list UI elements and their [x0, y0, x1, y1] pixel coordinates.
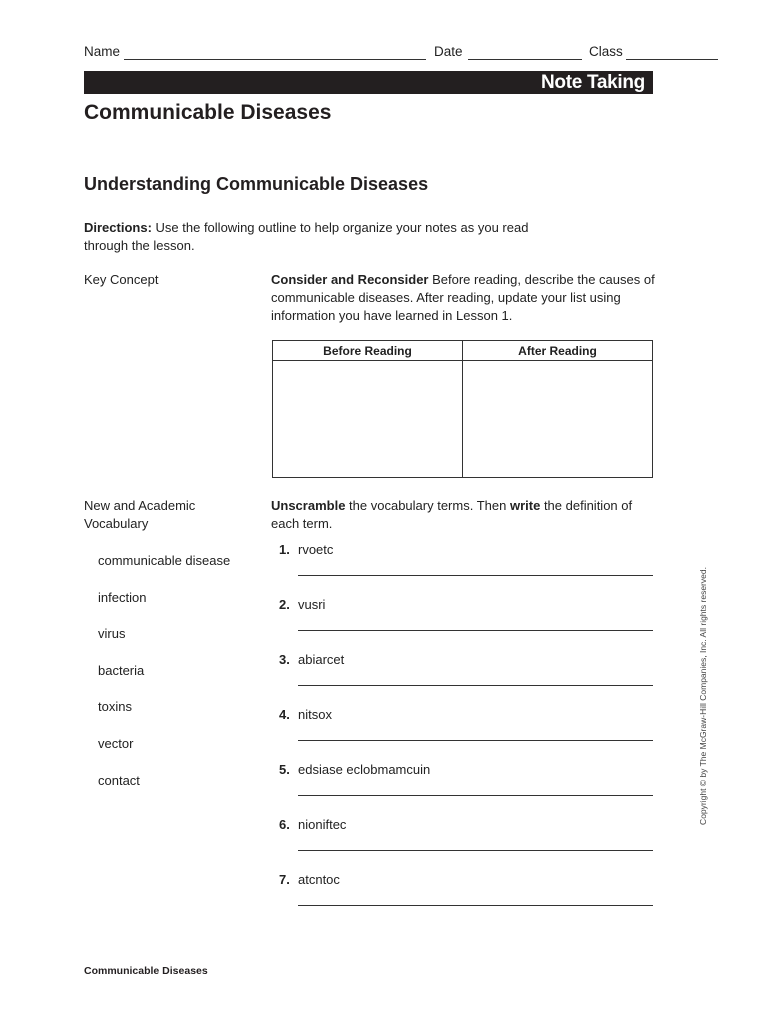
- vocabulary-term: vector: [98, 735, 134, 751]
- vocabulary-term: contact: [98, 772, 140, 788]
- vocabulary-term: communicable disease: [98, 553, 231, 568]
- write-label: write: [509, 498, 541, 513]
- key-concept-label: Key Concept: [84, 272, 159, 287]
- answer-line[interactable]: [298, 575, 653, 576]
- item-number: 6.: [279, 817, 290, 832]
- directions-label: Directions:: [84, 220, 152, 235]
- vocabulary-term: bacteria: [98, 662, 145, 678]
- scrambled-word: rvoetc: [298, 542, 334, 557]
- scrambled-word: nitsox: [298, 707, 332, 722]
- scrambled-word: edsiase eclobmamcuin: [298, 762, 431, 777]
- scrambled-item: [279, 817, 653, 857]
- directions: [84, 219, 544, 255]
- banner-label: Note Taking: [540, 72, 645, 93]
- after-reading-header: After Reading: [463, 341, 653, 361]
- before-after-table: [272, 340, 653, 478]
- date-field[interactable]: [468, 59, 582, 60]
- class-label: Class: [589, 44, 623, 59]
- before-reading-header: Before Reading: [273, 341, 463, 361]
- key-concept-text: Before reading, describe the causes of communicable diseases. After reading, update your list using information you have learned in Lesson 1.: [271, 272, 655, 323]
- scrambled-word: nioniftec: [298, 817, 347, 832]
- answer-line[interactable]: [298, 630, 653, 631]
- vocabulary-term-list: [98, 551, 230, 807]
- scrambled-word: atcntoc: [298, 872, 340, 887]
- before-reading-cell[interactable]: [273, 361, 463, 478]
- note-taking-banner: [84, 71, 653, 94]
- item-number: 1.: [279, 542, 290, 557]
- item-number: 5.: [279, 762, 290, 777]
- class-field[interactable]: [626, 59, 718, 60]
- consider-reconsider-label: Consider and Reconsider: [271, 272, 429, 287]
- vocabulary-instruction-mid: the vocabulary terms. Then: [349, 498, 507, 513]
- scrambled-item: [279, 707, 653, 747]
- answer-line[interactable]: [298, 685, 653, 686]
- name-label: Name: [84, 44, 121, 59]
- unscramble-label: Unscramble: [271, 498, 346, 513]
- footer-title: Communicable Diseases: [84, 965, 208, 977]
- directions-text: Use the following outline to help organize your notes as you read through the lesson.: [84, 220, 529, 253]
- scrambled-word: vusri: [298, 597, 326, 612]
- scrambled-item: [279, 872, 653, 912]
- vocabulary-instruction-end: the definition of each term.: [271, 498, 633, 531]
- item-number: 7.: [279, 872, 290, 887]
- item-number: 2.: [279, 597, 290, 612]
- key-concept-instruction: [271, 271, 656, 325]
- answer-line[interactable]: [298, 740, 653, 741]
- section-title: Understanding Communicable Diseases: [84, 174, 429, 194]
- student-info-row: [84, 44, 718, 62]
- copyright-notice: Copyright © by The McGraw-Hill Companies, Inc. All rights reserved.: [698, 567, 708, 825]
- answer-line[interactable]: [298, 850, 653, 851]
- scrambled-item: [279, 652, 653, 692]
- item-number: 4.: [279, 707, 290, 722]
- vocabulary-instruction: [271, 497, 656, 533]
- answer-line[interactable]: [298, 905, 653, 906]
- scrambled-item: [279, 542, 653, 582]
- vocabulary-term: virus: [98, 626, 126, 642]
- scrambled-item: [279, 762, 653, 802]
- answer-line[interactable]: [298, 795, 653, 796]
- vocabulary-term: infection: [98, 589, 147, 605]
- scrambled-item: [279, 597, 653, 637]
- date-label: Date: [434, 44, 463, 59]
- name-field[interactable]: [124, 59, 426, 60]
- scrambled-word: abiarcet: [298, 652, 345, 667]
- item-number: 3.: [279, 652, 290, 667]
- after-reading-cell[interactable]: [463, 361, 653, 478]
- vocabulary-label: New and Academic Vocabulary: [84, 498, 196, 531]
- page-title: Communicable Diseases: [84, 101, 332, 124]
- vocabulary-term: toxins: [98, 699, 132, 715]
